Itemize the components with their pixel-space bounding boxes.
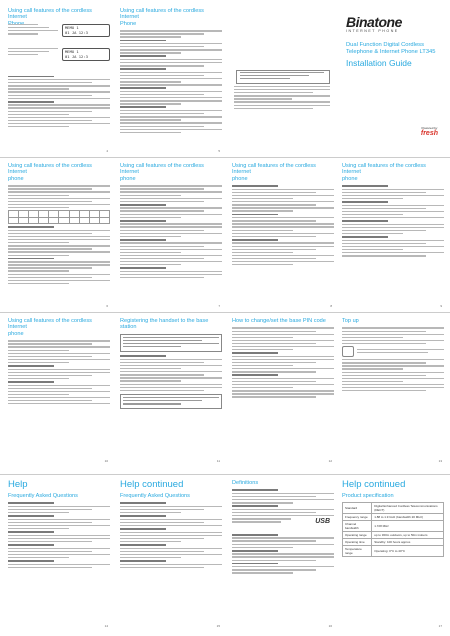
guide-title: Installation Guide	[346, 58, 412, 68]
page-8: Using call features of the cordless Internet phone 8	[232, 163, 332, 308]
page-title: Using call features of the cordless Internet phone	[120, 163, 204, 182]
page-12: How to change/set the base PIN code 12	[232, 318, 332, 463]
page-title: Help continued	[120, 480, 184, 490]
table-row: Operating range up to 300m outdoors, up to 50m indoors	[343, 532, 444, 539]
page-4: Using call features of the cordless Internet MEMO 1 01 JA 12:3 MEMO 1 01 JA 12:3 4	[8, 8, 108, 153]
usb-logo: USB	[315, 518, 330, 526]
cover-page: Binatone INTERNET PHONE Dual Function Digital Cordless Telephone & Internet Phone LT345 Installation Guide Powered by fresh	[346, 14, 438, 137]
table-row: Standard Digital Enhanced Cordless Telecommunications (DECT)	[343, 503, 444, 514]
product-name: Dual Function Digital Cordless	[346, 42, 424, 48]
page-subtitle: Frequently Asked Questions	[8, 493, 78, 499]
handset-display: MEMO 1 01 JA 12:3	[62, 48, 110, 61]
page-9: Using call features of the cordless Internet phone 9	[342, 163, 442, 308]
page-15: Help continued Frequently Asked Questions 15	[120, 480, 220, 628]
page-17: Help continued Product specification Standard Digital Enhanced Cordless Telecommunications (DECT) Frequency range 1.88 to 1.9 GHz (bandwidth 20 MHz) Channel bandwidth 1.728 MHz Operating range up to 300m outdoors, up to 50m indoors Operating time Standby: 100 hours approx. Temperature range Operating: 0°C to 40°C 17	[342, 480, 442, 628]
page-title: Using call features of the cordless Internet Phone	[120, 8, 204, 27]
binatone-logo: Binatone INTERNET PHONE	[346, 14, 402, 33]
page-13: Top up 13	[342, 318, 442, 463]
page-5: Using call features of the cordless Internet Phone 5	[120, 8, 220, 153]
character-table	[8, 210, 110, 224]
spec-table	[342, 502, 444, 557]
page-14: Help Frequently Asked Questions 14	[8, 480, 108, 628]
page-title: Registering the handset to the base station	[120, 318, 209, 331]
page-title: Using call features of the cordless Internet phone	[342, 163, 426, 182]
page-title: Help continued	[342, 480, 406, 490]
page-6: Using call features of the cordless Internet phone 6	[8, 163, 108, 308]
table-row: Operating time Standby: 100 hours approx.	[343, 539, 444, 546]
phone-icon	[342, 346, 354, 357]
product-name: Telephone & Internet Phone LT345	[346, 49, 436, 55]
page-11: Registering the handset to the base station 11	[120, 318, 220, 463]
page-title: Using call features of the cordless Internet	[8, 8, 92, 21]
page-title: Top up	[342, 318, 359, 324]
table-row: Temperature range Operating: 0°C to 40°C	[343, 546, 444, 557]
page-7: Using call features of the cordless Internet phone 7	[120, 163, 220, 308]
freshtel-logo: fresh	[420, 130, 438, 137]
page-notice	[232, 8, 332, 153]
page-title: Using call features of the cordless Internet phone	[8, 318, 92, 337]
page-title: Using call features of the cordless Internet phone	[8, 163, 92, 182]
page-title: Help	[8, 480, 28, 490]
handset-display: MEMO 1 01 JA 12:3	[62, 24, 110, 37]
page-title: How to change/set the base PIN code	[232, 318, 326, 324]
table-row: Frequency range 1.88 to 1.9 GHz (bandwidth 20 MHz)	[343, 514, 444, 521]
page-subtitle: Product specification	[342, 493, 394, 499]
table-row: Channel bandwidth 1.728 MHz	[343, 521, 444, 532]
page-title: Definitions	[232, 480, 259, 486]
page-10: Using call features of the cordless Internet phone 10	[8, 318, 108, 463]
page-subtitle: Frequently Asked Questions	[120, 493, 190, 499]
page-title: Using call features of the cordless Internet phone	[232, 163, 316, 182]
page-16: Definitions USB 16	[232, 480, 332, 628]
